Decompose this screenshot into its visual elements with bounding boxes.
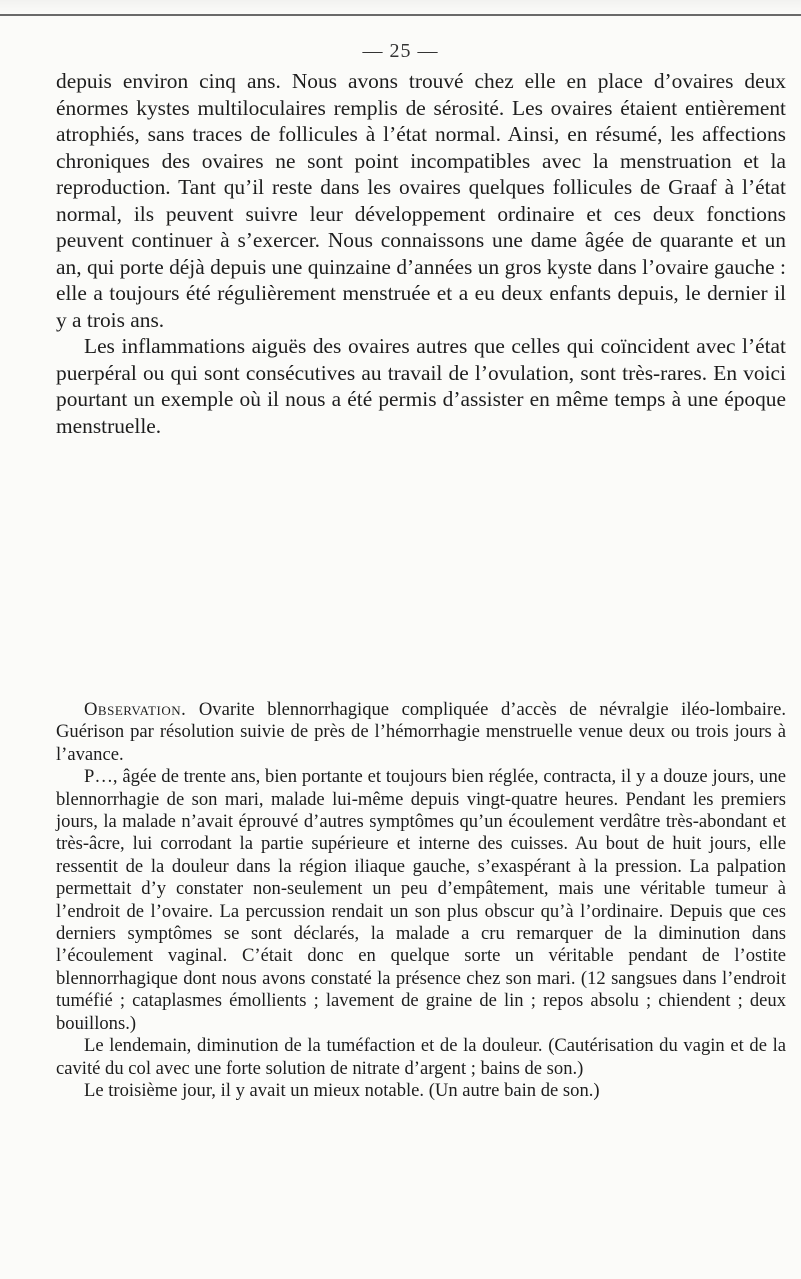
main-paragraph-2: Les inflammations aiguës des ovaires autres que celles qui coïncident avec l’état puerpéral ou qui sont consécutives au travail de l’ovulation, sont très-rares. En voici pourtant un exemple où il nous a été permis d’assister en même temps à une époque menstruelle.	[56, 334, 786, 438]
observation-section	[56, 699, 786, 1102]
observation-paragraph-2: Le lendemain, diminution de la tuméfaction et de la douleur. (Cautérisation du vagin et de la cavité du col avec une forte solution de nitrate d’argent ; bains de son.)	[56, 1035, 786, 1079]
observation-paragraph-3: Le troisième jour, il y avait un mieux notable. (Un autre bain de son.)	[84, 1079, 600, 1101]
top-edge-rule	[0, 0, 801, 16]
observation-label: Observation.	[84, 699, 187, 720]
observation-paragraph-1: P…, âgée de trente ans, bien portante et toujours bien réglée, contracta, il y a douze jours, une blennorrhagie de son mari, malade lui-même depuis vingt-quatre heures. Pendant les premiers jours, la malade n’avait éprouvé d’autres symptômes qu’un écoulement verdâtre très-abondant et très-âcre, lui corrodant la partie supérieure et interne des cuisses. Au bout de huit jours, elle ressentit de la douleur dans la région iliaque gauche, s’exaspérant à la pression. La palpation permettait d’y constater non-seulement un peu d’empâtement, mais une véritable tumeur à l’endroit de l’ovaire. La percussion rendait un son plus obscur qu’à l’ordinaire. Depuis que ces derniers symptômes se sont déclarés, la malade a cru remarquer de la diminution dans l’écoulement vaginal. C’était donc en quelque sorte un véritable pendant de l’ostite blennorrhagique dont nous avons constaté la présence chez son mari. (12 sangsues dans l’endroit tuméfié ; cataplasmes émollients ; lavement de graine de lin ; repos absolu ; chiendent ; deux bouillons.)	[56, 766, 786, 1034]
main-text	[56, 68, 786, 439]
main-paragraph-1: depuis environ cinq ans. Nous avons trouvé chez elle en place d’ovaires deux énormes kystes multiloculaires remplis de sérosité. Les ovaires étaient entièrement atrophiés, sans traces de follicules à l’état normal. Ainsi, en résumé, les affections chroniques des ovaires ne sont point incompatibles avec la menstruation et la reproduction. Tant qu’il reste dans les ovaires quelques follicules de Graaf à l’état normal, ils peuvent suivre leur développement ordinaire et ces deux fonctions peuvent continuer à s’exercer. Nous connaissons une dame âgée de quarante et un an, qui porte déjà depuis une quinzaine d’années un gros kyste dans l’ovaire gauche : elle a toujours été régulièrement menstruée et a eu deux enfants depuis, le dernier il y a trois ans.	[56, 69, 786, 332]
observation-heading	[56, 699, 786, 766]
observation-title: Ovarite blennorrhagique compliquée d’accès de névralgie iléo-lombaire. Guérison par résolution suivie de près de l’hémorrhagie menstruelle venue deux ou trois jours à l’avance.	[56, 699, 786, 765]
page-number: — 25 —	[362, 40, 439, 62]
